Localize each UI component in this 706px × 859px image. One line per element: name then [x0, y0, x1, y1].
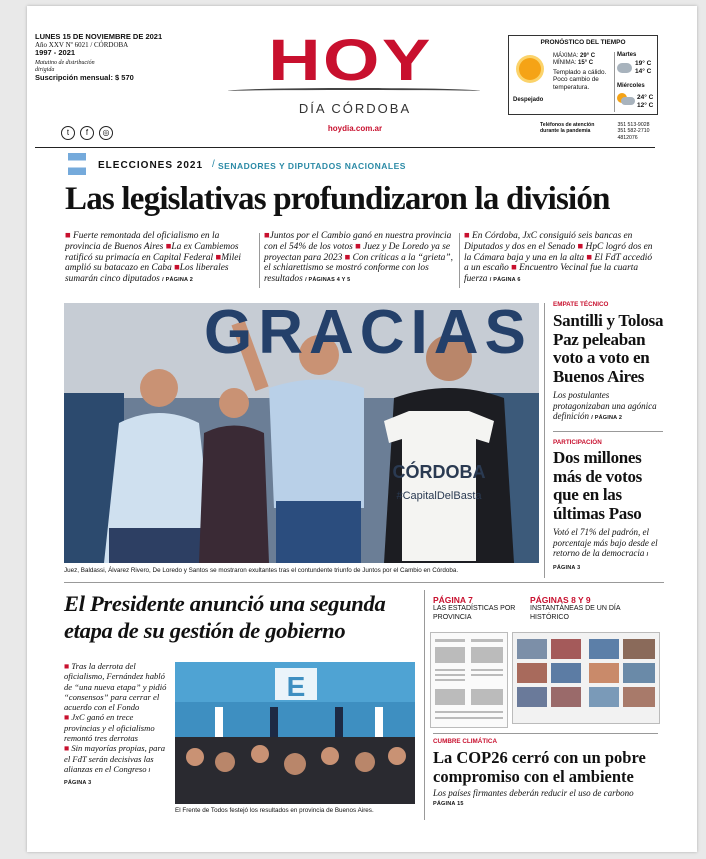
promo-page-7[interactable]: PÁGINA 7 LAS ESTADÍSTICAS POR PROVINCIA [433, 595, 516, 621]
phone-1: 351 513-9028 [617, 122, 650, 128]
masthead-divider [35, 147, 655, 148]
argentina-flag-icon [68, 153, 86, 175]
weather-desc: Templado a cálido. Poco cambio de temperatura. [553, 69, 607, 91]
story2-bullets: ■ Tras la derrota del oficialismo, Fernández habló de “una nueva etapa” y pidió “consensos” para cerrar el acuerdo con el Fondo ■ JxC ganó en trece provincias y el oficialismo remontó tres derrotas ■ Sin mayorías propias, para el FdT serán decisivas las alianzas en el Congreso / PÁGINA 3 [64, 661, 167, 787]
day2-label: Miércoles [617, 83, 645, 89]
pages-8-9-thumbnail[interactable] [512, 632, 660, 724]
side1-head: Santilli y Tolosa Paz peleaban voto a voto en Buenos Aires [553, 311, 664, 386]
twitter-icon[interactable]: t [61, 126, 75, 140]
promo-pages-8-9[interactable]: PÁGINAS 8 Y 9 INSTANTÁNEAS DE UN DÍA HISTÓRICO [530, 595, 621, 621]
side2-text: Votó el 71% del padrón, el porcentaje más bajo desde el retorno de la democracia / PÁGINA 3 [553, 527, 658, 571]
facebook-icon[interactable]: f [80, 126, 94, 140]
gracias-banner: GRACIAS [204, 303, 532, 367]
story2-headline[interactable]: El Presidente anunció una segunda etapa de su gestión de gobierno [64, 591, 386, 643]
subscription: Suscripción mensual: $ 570 [35, 72, 134, 82]
side2-head: Dos millones más de votos que en las últimas Paso [553, 448, 642, 523]
main-headline[interactable]: Las legislativas profundizaron la división [65, 181, 610, 217]
column-1: ■ Fuerte remontada del oficialismo en la provincia de Buenos Aires ■La ex Cambiemos ratificó su primacía en Capital Federal ■Milei amplió su batacazo en Caba ■Los liberales sumarán cinco diputados / PÁGINA 2 [65, 231, 241, 285]
tagline: Matutino de distribución dirigida [35, 59, 95, 73]
side2-tag: PARTICIPACIÓN [553, 439, 602, 446]
side1-text: Los postulantes protagonizaban una agónica definición / PÁGINA 2 [553, 390, 657, 421]
masthead-meta [35, 33, 165, 82]
side1-tag: EMPATE TÉCNICO [553, 301, 609, 308]
logo-subtitle: DÍA CÓRDOBA [298, 101, 412, 116]
climate-tag: CUMBRE CLIMÁTICA [433, 738, 498, 745]
logo-swoosh [228, 88, 480, 94]
sun-icon [519, 58, 541, 80]
day2-temps: 24° C 12° C [637, 94, 654, 109]
contact-box [540, 122, 690, 141]
side-story-2[interactable] [553, 439, 665, 573]
weather-title: PRONÓSTICO DEL TIEMPO [540, 39, 626, 46]
story2-caption: El Frente de Todos festejó los resultados en provincia de Buenos Aires. [175, 807, 374, 814]
section-sublabel: SENADORES Y DIPUTADOS NACIONALES [218, 161, 406, 171]
stage-letter: E [286, 671, 306, 702]
section-label: ELECCIONES 2021 [98, 160, 204, 171]
shirt-text-2: #CapitalDelBasta [396, 490, 482, 502]
weather-box [508, 35, 658, 115]
climate-story[interactable] [433, 738, 661, 807]
shirt-text-1: CÓRDOBA [392, 462, 486, 482]
phone-3: 4812076 [617, 134, 638, 141]
website-link[interactable]: hoydia.com.ar [327, 124, 383, 133]
climate-page: PÁGINA 15 [433, 800, 464, 807]
issue-date: LUNES 15 DE NOVIEMBRE DE 2021 [35, 32, 163, 41]
day1-temps: 19° C 14° C [635, 60, 652, 75]
issue-number: Año XXV Nº 6021 / CÓRDOBA [35, 41, 129, 50]
instagram-icon[interactable]: ◎ [99, 126, 113, 140]
day1-label: Martes [617, 52, 637, 58]
column-3: ■ En Córdoba, JxC consiguió seis bancas en Diputados y dos en el Senado ■ HpC logró dos en la Cámara baja y una en la alta ■ El FdT accedió a un escaño ■ Encuentro Vecinal fue la cuarta fuerza / PÁGINA 6 [464, 231, 653, 285]
main-photo [64, 303, 539, 563]
weather-condition: Despejado [513, 97, 544, 103]
weather-today: MÁXIMA: 29° C MÍNIMA: 15° C Templado a cálido. Poco cambio de temperatura. [553, 53, 613, 91]
side-story-1[interactable] [553, 301, 665, 424]
column-2: ■Juntos por el Cambio ganó en nuestra provincia con el 54% de los votos ■ Juez y De Loredo ya se proyectan para 2023 ■ Con críticas a la “grieta”, el schiarettismo se mostró conforme con los resultados / PÁGINAS 4 Y 5 [264, 231, 453, 285]
main-photo-caption: Juez, Baldassi, Álvarez Rivero, De Loredo y Santos se mostraron exultantes tras el contundente triunfo de Juntos por el Cambio en Córdoba. [64, 567, 459, 574]
cloud-icon [617, 63, 632, 73]
page-7-thumbnail[interactable] [430, 632, 508, 728]
contact-label: Teléfonos de atención durante la pandemia [540, 122, 595, 135]
climate-head: La COP26 cerró con un pobre compromiso con el ambiente [433, 748, 646, 786]
climate-text: Los países firmantes deberán reducir el uso de carbono [433, 788, 634, 798]
issue-years: 1997 - 2021 [35, 48, 76, 58]
newspaper-logo: HOY [268, 28, 433, 93]
phone-2: 351 582-2710 [617, 128, 650, 135]
story2-photo [175, 662, 415, 804]
